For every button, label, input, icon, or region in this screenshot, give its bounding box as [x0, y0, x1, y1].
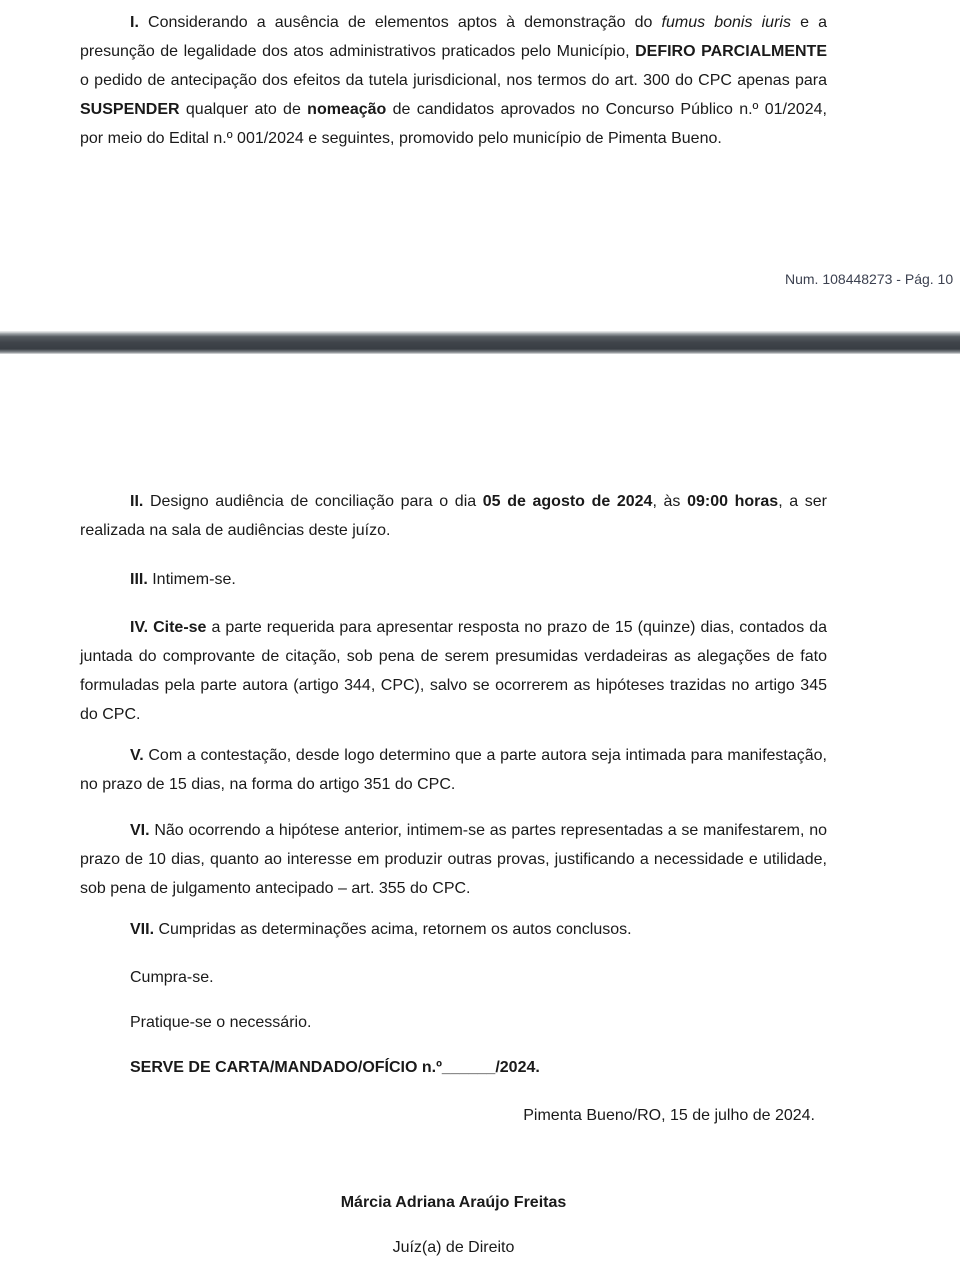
paragraph-ii: II. Designo audiência de conciliação para o dia 05 de agosto de 2024, às 09:00 horas, a ser realizada na sala de audiências deste juízo.	[80, 493, 828, 539]
paragraph-v: V. Com a contestação, desde logo determino que a parte autora seja intimada para manifestação, no prazo de 15 dias, na forma do artigo 351 do CPC.	[80, 747, 827, 793]
date-line: Pimenta Bueno/RO, 15 de julho de 2024.	[523, 1107, 815, 1124]
paragraph-iv: IV. Cite-se a parte requerida para apresentar resposta no prazo de 15 (quinze) dias, contados da juntada do comprovante de citação, sob pena de serem presumidas verdadeiras as alegações de fato formuladas pela parte autora (artigo 344, CPC), salvo se ocorrerem as hipóteses trazidas no artigo 345 do CPC.	[80, 619, 828, 723]
page-separator-bar	[0, 331, 960, 354]
paragraph-i: I. Considerando a ausência de elementos aptos à demonstração do fumus bonis iuris e a presunção de legalidade dos atos administrativos praticados pelo Município, DEFIRO PARCIALMENTE o pedido de antecipação dos efeitos da tutela jurisdicional, nos termos do art. 300 do CPC apenas para SUSPENDER qualquer ato de nomeação de candidatos aprovados no Concurso Público n.º 01/2024, por meio do Edital n.º 001/2024 e seguintes, promovido pelo município de Pimenta Bueno.	[80, 14, 828, 147]
paragraph-iii: III. Intimem-se.	[130, 571, 236, 588]
cumpra-se-line: Cumpra-se.	[130, 969, 214, 986]
page-1	[0, 0, 960, 287]
signature-role: Juíz(a) de Direito	[392, 1239, 515, 1256]
pratique-se-line: Pratique-se o necessário.	[130, 1014, 312, 1031]
serve-carta-line: SERVE DE CARTA/MANDADO/OFÍCIO n.º______/2024.	[130, 1059, 540, 1076]
paragraph-vi: VI. Não ocorrendo a hipótese anterior, intimem-se as partes representadas a se manifestarem, no prazo de 10 dias, quanto ao interesse em produzir outras provas, justificando a necessidade e utilidade, sob pena de julgamento antecipado – art. 355 do CPC.	[80, 822, 827, 897]
page-number-footer: Num. 108448273 - Pág. 10	[785, 271, 954, 287]
signature-name: Márcia Adriana Araújo Freitas	[340, 1194, 567, 1211]
paragraph-vii: VII. Cumpridas as determinações acima, retornem os autos conclusos.	[130, 921, 632, 938]
page-2	[80, 487, 827, 1262]
